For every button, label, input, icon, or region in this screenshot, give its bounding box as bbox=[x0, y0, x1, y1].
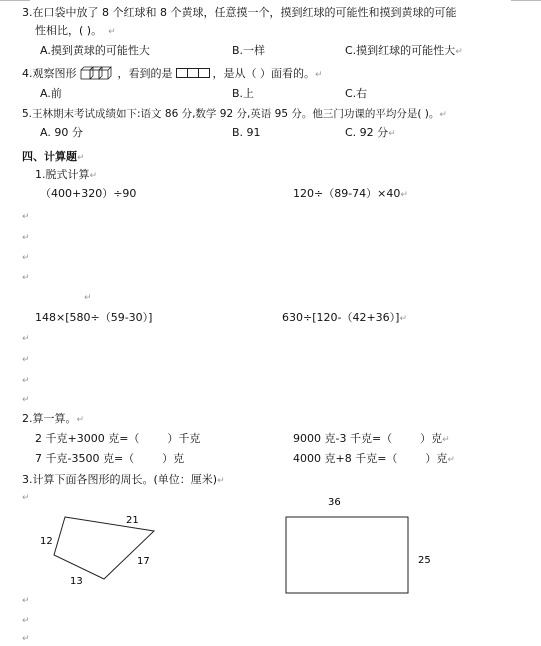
para-mark: ↵ bbox=[22, 376, 30, 386]
q3-line1: 3.在口袋中放了 8 个红球和 8 个黄球，任意摸一个，摸到红球的可能性和摸到黄球的可能 bbox=[22, 6, 457, 19]
para-mark: ↵ bbox=[22, 355, 30, 365]
expr-1: （400+320）÷90 bbox=[40, 187, 137, 200]
quad-label-top: 21 bbox=[126, 515, 139, 526]
q5-option-c: C. 92 分↵ bbox=[345, 126, 396, 139]
q3-option-b: B.一样 bbox=[232, 44, 266, 57]
q4-middle: ，看到的是 bbox=[117, 67, 173, 80]
calc-item-3: 7 千克-3500 克=（ ）克 bbox=[35, 452, 185, 465]
para-mark: ↵ bbox=[22, 616, 30, 626]
para-mark: ↵ bbox=[22, 273, 30, 283]
para-mark: ↵ bbox=[22, 596, 30, 606]
q5-option-a: A. 90 分 bbox=[40, 126, 83, 139]
rectangle-shape bbox=[286, 517, 408, 593]
expr-4: 630÷[120-（42+36）]↵ bbox=[282, 311, 408, 324]
q4-prefix: 4.观察图形 bbox=[22, 67, 77, 80]
q5-option-b: B. 91 bbox=[232, 126, 261, 139]
q4-suffix: ，是从（ ）面看的。 bbox=[212, 67, 315, 80]
part1-title: 1.脱式计算↵ bbox=[35, 168, 98, 181]
q4-option-b: B.上 bbox=[232, 87, 255, 100]
quad-label-left: 12 bbox=[40, 536, 53, 547]
q3-option-a: A.摸到黄球的可能性大 bbox=[40, 44, 150, 57]
para-mark: ↵ bbox=[22, 253, 30, 263]
quadrilateral-shape bbox=[54, 517, 154, 579]
section-title: 四、计算题↵ bbox=[22, 150, 85, 163]
calc-item-4: 4000 克+8 千克=（ ）克↵ bbox=[293, 452, 455, 465]
rect-label-top: 36 bbox=[328, 497, 341, 508]
part3-title: 3.计算下面各图形的周长。(单位：厘米)↵ bbox=[22, 473, 225, 486]
expr-2: 120÷（89-74）×40↵ bbox=[293, 187, 408, 200]
para-mark: ↵ bbox=[22, 233, 30, 243]
rect-label-right: 25 bbox=[418, 555, 431, 566]
para-mark: ↵ bbox=[22, 395, 30, 405]
calc-item-2: 9000 克-3 千克=（ ）克↵ bbox=[293, 432, 450, 445]
para-mark: ↵ bbox=[22, 334, 30, 344]
quad-label-right: 17 bbox=[137, 556, 150, 567]
q4-option-c: C.右 bbox=[345, 87, 368, 100]
q5-line: 5.王林期末考试成绩如下:语文 86 分,数学 92 分,英语 95 分。他三门功课的平均分是( )。↵ bbox=[22, 108, 447, 120]
quad-label-bottom: 13 bbox=[70, 576, 83, 587]
q4-option-a: A.前 bbox=[40, 87, 62, 100]
para-mark: ↵ bbox=[22, 212, 30, 222]
part2-title: 2.算一算。↵ bbox=[22, 412, 85, 425]
para-mark: ↵ bbox=[84, 293, 92, 303]
q4-line: 4.观察图形 ，看到的是 ，是从（ ）面看的。↵ bbox=[22, 67, 323, 80]
calc-item-1: 2 千克+3000 克=（ ）千克 bbox=[35, 432, 201, 445]
q3-line2: 性相比，( )。 ↵ bbox=[35, 24, 116, 37]
expr-3: 148×[580÷（59-30）] bbox=[35, 311, 153, 324]
q3-option-c: C.摸到红球的可能性大↵ bbox=[345, 44, 463, 57]
para-mark: ↵ bbox=[22, 493, 30, 503]
para-mark: ↵ bbox=[22, 634, 30, 644]
